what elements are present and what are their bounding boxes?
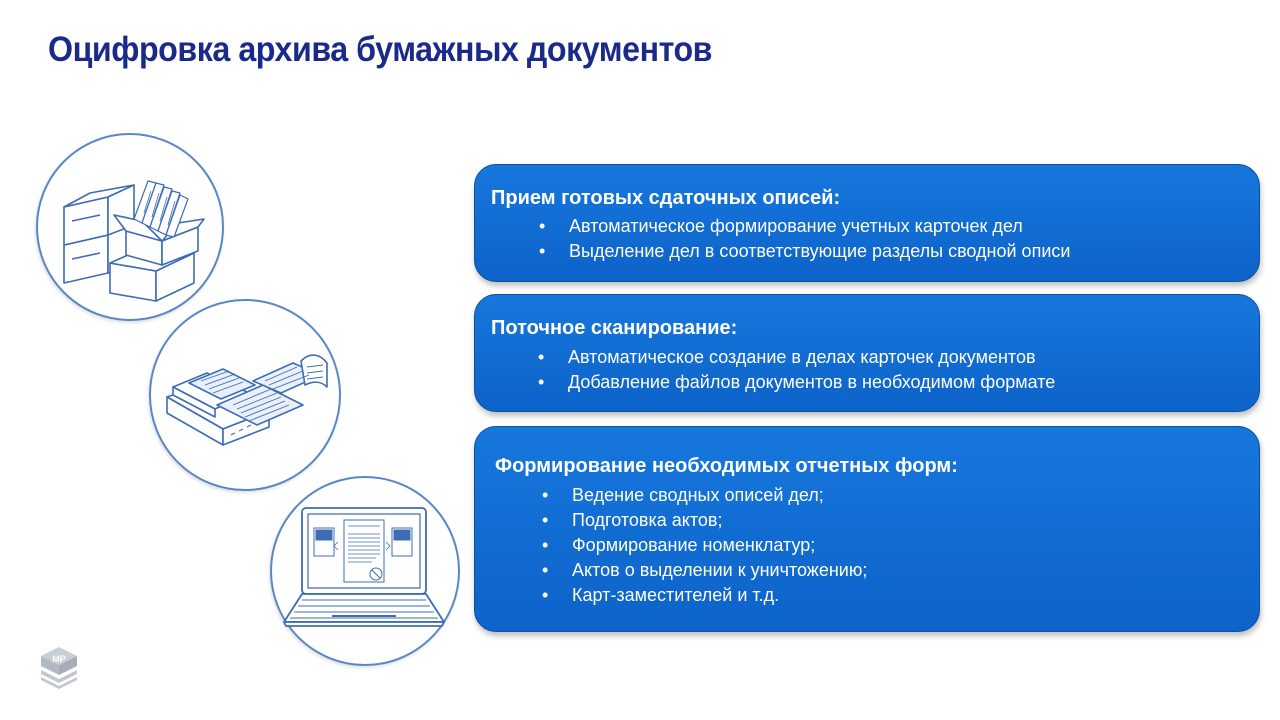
list-item: • Автоматическое создание в делах карточек документов — [538, 347, 1036, 367]
list-item: • Автоматическое формирование учетных карточек дел — [539, 216, 1023, 236]
list-item: • Формирование номенклатур; — [542, 535, 816, 555]
card-title: Поточное сканирование: — [491, 317, 738, 339]
stacked-layers-logo-icon — [38, 645, 80, 689]
archive-boxes-icon — [38, 135, 222, 319]
list-item: • Выделение дел в соответствующие разделы сводной описи — [539, 241, 1071, 261]
illustration-document-scanner — [149, 299, 341, 491]
list-item: • Подготовка актов; — [542, 510, 723, 530]
svg-text:MP: MP — [52, 654, 66, 664]
list-item: • Добавление файлов документов в необходимом формате — [538, 372, 1056, 392]
document-scanner-icon — [151, 301, 339, 489]
card-report-forms — [474, 426, 1260, 632]
list-item: • Актов о выделении к уничтожению; — [542, 560, 868, 580]
company-logo — [38, 645, 80, 694]
card-document-intake — [474, 164, 1260, 282]
laptop-document-icon — [272, 478, 458, 664]
page-title: Оцифровка архива бумажных документов — [48, 30, 713, 69]
bullet-list — [539, 214, 1259, 264]
card-stream-scanning — [474, 294, 1260, 412]
card-title: Прием готовых сдаточных описей: — [491, 187, 841, 209]
bullet-list — [542, 483, 1259, 608]
bullet-list — [538, 345, 1259, 395]
list-item: • Ведение сводных описей дел; — [542, 485, 824, 505]
card-title: Формирование необходимых отчетных форм: — [495, 455, 958, 477]
illustration-laptop — [270, 476, 460, 666]
list-item: • Карт-заместителей и т.д. — [542, 585, 780, 605]
illustration-archive-boxes — [36, 133, 224, 321]
